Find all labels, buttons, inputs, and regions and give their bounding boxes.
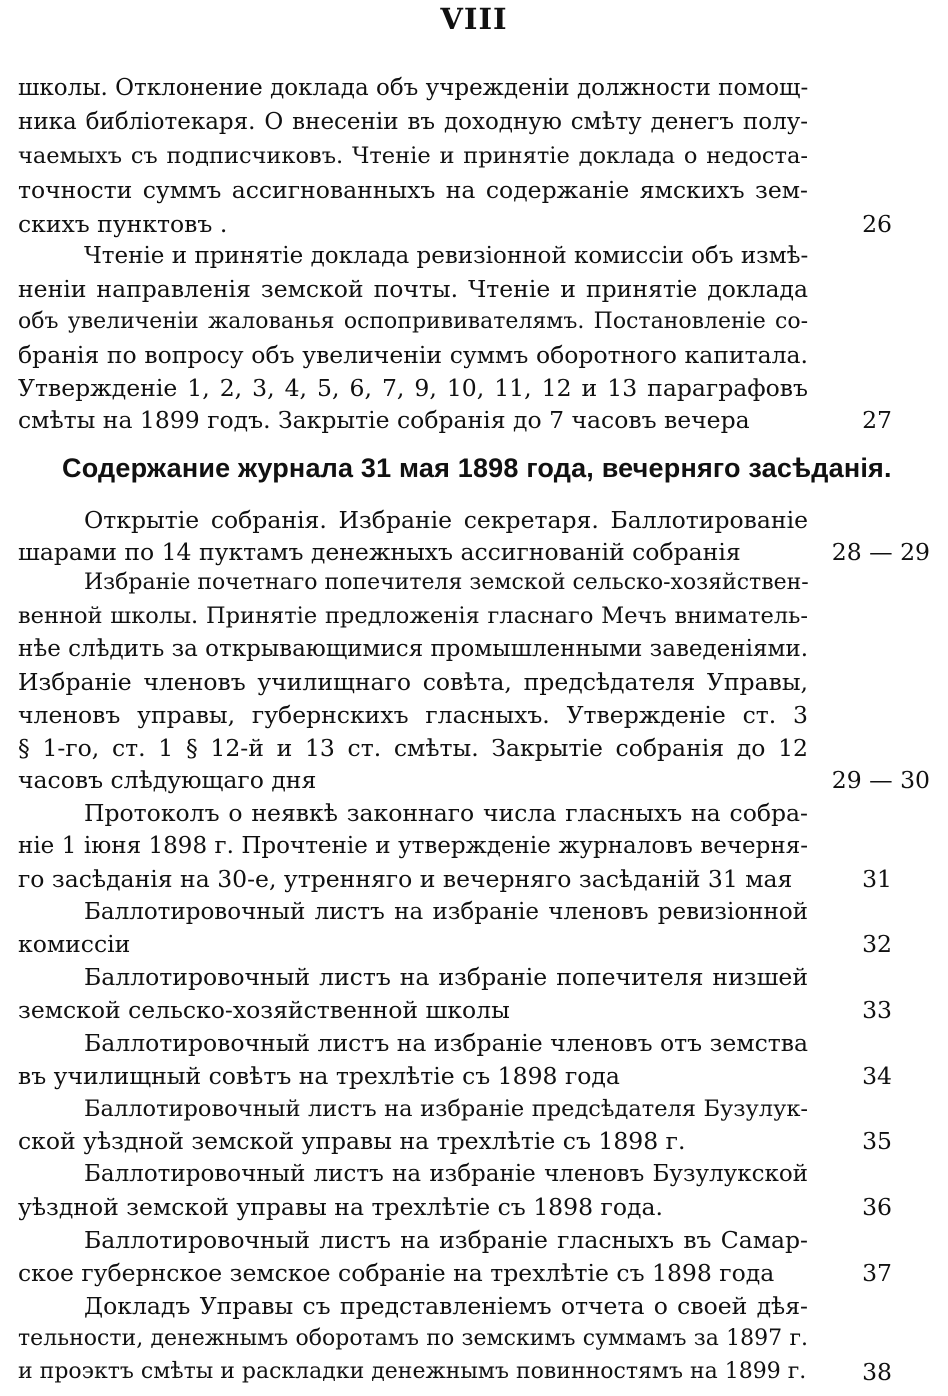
text-line: Избраніе почетнаго попечителя земской сельско-хозяйствен- [84, 570, 809, 595]
text-line: точности суммъ ассигнованныхъ на содержаніе ямскихъ зем- [18, 176, 808, 204]
page-reference: 38 [862, 1358, 892, 1386]
page-reference: 31 [862, 865, 892, 893]
text-line: ника библіотекаря. О внесеніи въ доходную смѣту денегъ полу- [18, 109, 808, 135]
text-line: Протоколъ о неявкѣ законнаго числа гласныхъ на собра- [84, 799, 808, 827]
page-reference: 26 [862, 210, 892, 238]
text-line: Баллотировочный листъ на избраніе членовъ отъ земства [84, 1029, 808, 1057]
text-line: въ училищный совѣтъ на трехлѣтіе съ 1898 года [18, 1062, 620, 1090]
text-line: нѣе слѣдить за открывающимися промышленными заведеніями. [18, 636, 808, 662]
text-line: венной школы. Принятіе предложенія гласнаго Мечъ вниматель- [18, 603, 808, 629]
page-reference: 37 [862, 1259, 892, 1287]
page-reference: 33 [862, 996, 892, 1024]
text-line: Баллотировочный листъ на избраніе попечителя низшей [84, 963, 808, 991]
page-number: VIII [440, 2, 508, 36]
text-line: Избраніе членовъ училищнаго совѣта, предсѣдателя Управы, [18, 668, 808, 696]
text-line: смѣты на 1899 годъ. Закрытіе собранія до 7 часовъ вечера [18, 406, 750, 434]
text-line: Утвержденіе 1, 2, 3, 4, 5, 6, 7, 9, 10, 11, 12 и 13 параграфовъ [18, 374, 808, 402]
text-line: го засѣданія на 30-е, утренняго и вечерняго засѣданій 31 мая [18, 865, 793, 893]
text-line: ніе 1 іюня 1898 г. Прочтеніе и утвержденіе журналовъ вечерня- [18, 833, 808, 859]
page-reference: 36 [862, 1193, 892, 1221]
text-line: Докладъ Управы съ представленіемъ отчета о своей дѣя- [84, 1292, 808, 1320]
text-line: шарами по 14 пуктамъ денежныхъ ассигнованій собранія [18, 538, 741, 566]
text-line: тельности, денежнымъ оборотамъ по земскимъ суммамъ за 1897 г. [18, 1326, 808, 1351]
text-line: земской сельско-хозяйственной школы [18, 996, 510, 1024]
text-line: школы. Отклонение доклада объ учрежденіи должности помощ- [18, 75, 809, 101]
text-line: Баллотировочный листъ на избраніе предсѣдателя Бузулук- [84, 1096, 808, 1122]
text-line: ское губернское земское собраніе на трехлѣтіе съ 1898 года [18, 1259, 775, 1287]
page-reference: 35 [862, 1127, 892, 1155]
text-line: объ увеличеніи жалованья оспопрививателямъ. Постановленіе со- [18, 309, 808, 334]
text-line: уѣздной земской управы на трехлѣтіе съ 1898 года. [18, 1193, 663, 1221]
page-reference: 34 [862, 1062, 892, 1090]
page-reference: 32 [862, 930, 892, 958]
text-line: ской уѣздной земской управы на трехлѣтіе съ 1898 г. [18, 1127, 686, 1155]
section-heading: Содержание журнала 31 мая 1898 года, вечерняго засѣданія. [62, 453, 892, 483]
page-reference: 28 — 29 [831, 538, 930, 566]
page-reference: 29 — 30 [831, 766, 930, 794]
text-line: § 1-го, ст. 1 § 12-й и 13 ст. смѣты. Закрытіе собранія до 12 [18, 734, 808, 762]
text-line: Баллотировочный листъ на избраніе членовъ ревизіонной [84, 899, 808, 925]
text-line: бранія по вопросу объ увеличеніи суммъ оборотного капитала. [18, 341, 808, 369]
text-line: комиссіи [18, 930, 131, 958]
text-line: Баллотировочный листъ на избраніе гласныхъ въ Самар- [84, 1226, 808, 1254]
text-line: Открытіе собранія. Избраніе секретаря. Баллотированіе [84, 506, 808, 534]
text-line: Чтеніе и принятіе доклада ревизіонной комиссіи объ измѣ- [84, 243, 809, 269]
text-line: неніи направленія земской почты. Чтеніе и принятіе доклада [18, 275, 808, 303]
page-reference: 27 [862, 406, 892, 434]
text-line: скихъ пунктовъ . [18, 210, 228, 238]
text-line: часовъ слѣдующаго дня [18, 766, 317, 794]
text-line: чаемыхъ съ подписчиковъ. Чтеніе и принятіе доклада о недоста- [18, 143, 808, 169]
text-line: членовъ управы, губернскихъ гласныхъ. Утвержденіе ст. 3 [18, 701, 808, 729]
text-line: Баллотировочный листъ на избраніе членовъ Бузулукской [84, 1161, 808, 1187]
text-line: и проэктъ смѣты и раскладки денежнымъ повинностямъ на 1899 г. [18, 1359, 807, 1384]
